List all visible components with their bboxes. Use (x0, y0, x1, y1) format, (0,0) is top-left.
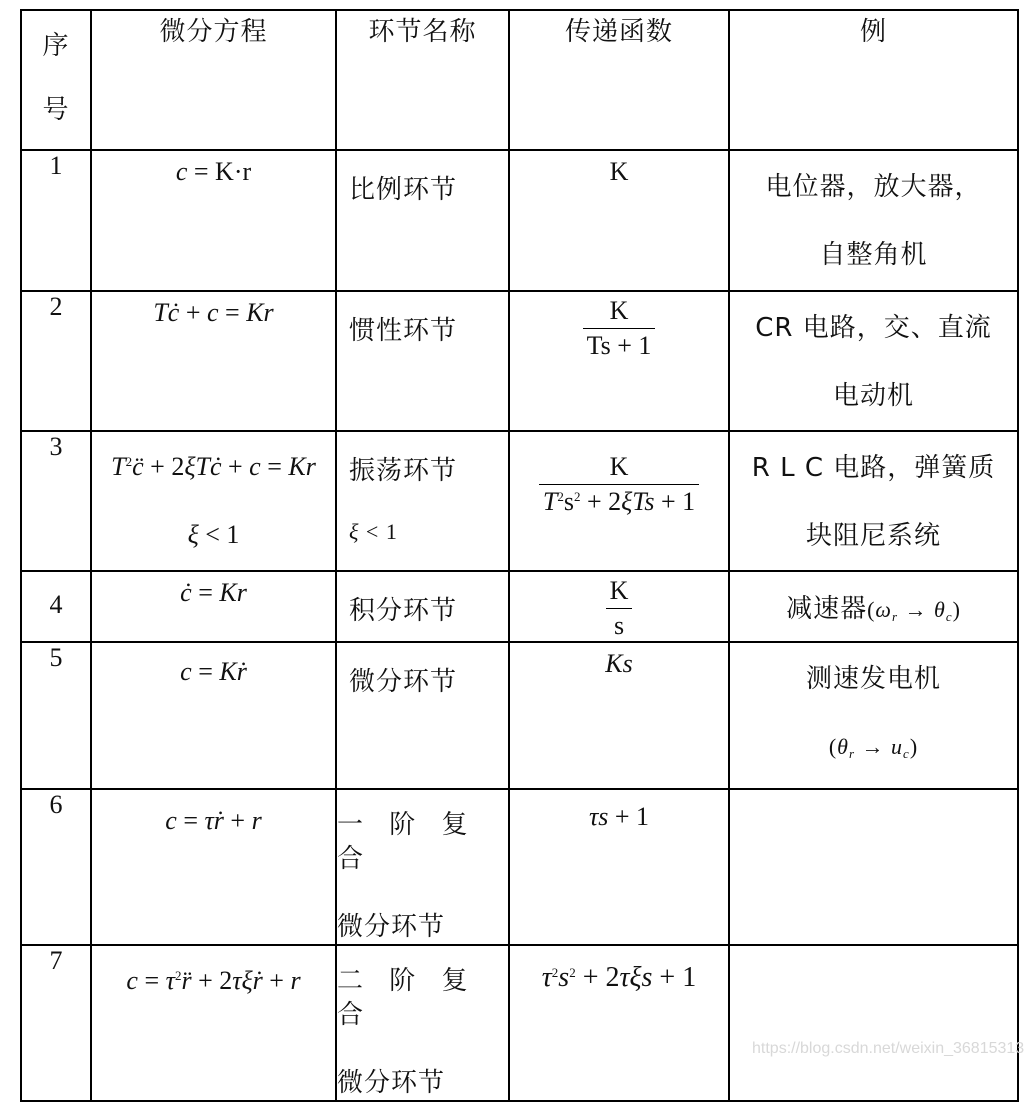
row-equation (91, 431, 336, 571)
row-equation: $c = \tau^2r̈$ + 2τξṙ + r (91, 945, 336, 1101)
row-name (336, 431, 509, 571)
row-example (729, 431, 1018, 571)
row-equation: c = Kṙ (91, 642, 336, 789)
row-example-line2: 自整角机 (819, 240, 928, 270)
row-seq: 7 (21, 945, 91, 1101)
row-transfer (509, 291, 729, 431)
row-name: 比例环节 (336, 150, 509, 291)
row-seq: 1 (21, 150, 91, 291)
header-transfer: 传递函数 (509, 10, 729, 150)
row-example-math: $(\omega_r \to \theta_c)$ (867, 597, 961, 624)
fraction-bar (606, 608, 633, 609)
row-equation-main: $T^2c̈$ + 2ξTċ + c = Kr (111, 452, 316, 481)
header-seq-line2: 号 (42, 95, 70, 125)
header-example: 例 (729, 10, 1018, 150)
table-row-7 (21, 945, 1018, 1101)
fraction-denominator: $T^2s^2 + 2\xi Ts + 1$ (542, 487, 696, 516)
row-example (729, 642, 1018, 789)
table-row-4 (21, 571, 1018, 642)
fraction-numerator: K (609, 576, 629, 605)
row-equation: c = K·r (91, 150, 336, 291)
fraction-bar (583, 328, 656, 329)
transfer-fraction (539, 452, 699, 517)
row-example (729, 945, 1018, 1101)
row-transfer: K (509, 150, 729, 291)
row-example-line1: CR 电路，交、直流 (755, 313, 992, 343)
fraction-numerator: K (609, 452, 629, 481)
row-example (729, 789, 1018, 945)
row-seq: 5 (21, 642, 91, 789)
table-row-2 (21, 291, 1018, 431)
table-row-5 (21, 642, 1018, 789)
row-example-line1: 电位器，放大器， (765, 172, 982, 202)
row-transfer: $\tau^2s^2 + 2\tau\xi s + 1$ (509, 945, 729, 1101)
row-seq: 4 (21, 571, 91, 642)
row-example-line2: 块阻尼系统 (805, 521, 941, 551)
header-seq-line1: 序 (42, 31, 70, 61)
fraction-bar (539, 484, 699, 485)
row-example (729, 150, 1018, 291)
row-seq: 6 (21, 789, 91, 945)
row-name-line1: 二 阶 复 合 (337, 966, 477, 1030)
row-name-line2: 微分环节 (337, 912, 446, 942)
row-equation: ċ = Kr (91, 571, 336, 642)
row-name: 积分环节 (336, 571, 509, 642)
row-equation-condition: ξ < 1 (187, 520, 240, 549)
row-name: 微分环节 (336, 642, 509, 789)
table-row-3 (21, 431, 1018, 571)
fraction-numerator: K (609, 296, 629, 325)
row-example-line1: 减速器 (786, 594, 868, 624)
row-seq: 2 (21, 291, 91, 431)
header-equation: 微分方程 (91, 10, 336, 150)
row-transfer (509, 642, 729, 789)
header-row (21, 10, 1018, 150)
transfer-fraction (606, 576, 633, 641)
row-transfer-value: Ks (605, 649, 633, 678)
row-seq: 3 (21, 431, 91, 571)
fraction-denominator: Ts + 1 (586, 331, 652, 360)
row-transfer (509, 571, 729, 642)
row-name-line2: 微分环节 (337, 1068, 446, 1098)
row-name-line1: 振荡环节 (349, 456, 458, 486)
row-name: 惯性环节 (336, 291, 509, 431)
row-transfer: τs + 1 (509, 789, 729, 945)
row-name-line1: 一 阶 复 合 (337, 810, 477, 874)
row-equation: c = τṙ + r (91, 789, 336, 945)
row-example-line1: 测速发电机 (805, 664, 941, 694)
header-seq (21, 10, 91, 150)
watermark: https://blog.csdn.net/weixin_36815313 (752, 1040, 1025, 1057)
row-transfer (509, 431, 729, 571)
row-example-line1: R L C 电路，弹簧质 (751, 453, 996, 483)
row-equation: Tċ + c = Kr (91, 291, 336, 431)
row-example (729, 291, 1018, 431)
header-name: 环节名称 (336, 10, 509, 150)
row-example-line2: $(\theta_r \to u_c)$ (828, 734, 919, 761)
row-name (336, 789, 509, 945)
table-row-1 (21, 150, 1018, 291)
row-example (729, 571, 1018, 642)
row-name-line2: ξ < 1 (349, 519, 398, 544)
row-name (336, 945, 509, 1101)
table-row-6 (21, 789, 1018, 945)
fraction-denominator: s (613, 611, 625, 640)
row-example-line2: 电动机 (832, 381, 914, 411)
transfer-fraction (583, 296, 656, 361)
transfer-function-table (20, 9, 1019, 1102)
